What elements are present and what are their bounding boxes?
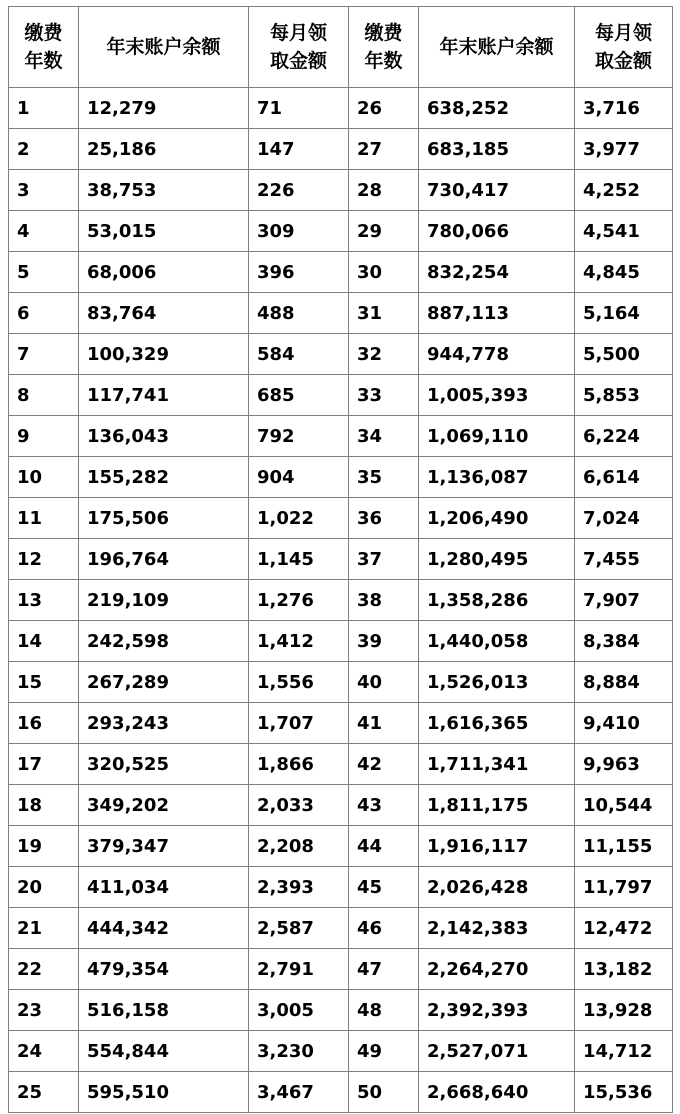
payment-years-cell: 5	[9, 252, 79, 293]
year-end-balance-cell: 83,764	[79, 293, 249, 334]
year-end-balance-cell: 1,005,393	[419, 375, 575, 416]
monthly-payout-cell: 792	[249, 416, 349, 457]
year-end-balance-cell: 267,289	[79, 662, 249, 703]
table-row	[9, 990, 673, 1031]
monthly-payout-cell: 5,164	[575, 293, 673, 334]
table-row	[9, 252, 673, 293]
payment-years-cell: 45	[349, 867, 419, 908]
table-row	[9, 129, 673, 170]
header-text-line: 每月领	[269, 22, 327, 44]
table-row	[9, 826, 673, 867]
header-text-line: 年数	[24, 50, 63, 72]
monthly-payout-cell: 8,884	[575, 662, 673, 703]
header-year-end-balance-1	[79, 7, 249, 88]
monthly-payout-cell: 1,866	[249, 744, 349, 785]
table-row	[9, 867, 673, 908]
pension-table	[8, 6, 673, 1113]
payment-years-cell: 12	[9, 539, 79, 580]
table-row	[9, 539, 673, 580]
payment-years-cell: 28	[349, 170, 419, 211]
payment-years-cell: 13	[9, 580, 79, 621]
table-row	[9, 498, 673, 539]
payment-years-cell: 38	[349, 580, 419, 621]
year-end-balance-cell: 379,347	[79, 826, 249, 867]
monthly-payout-cell: 7,907	[575, 580, 673, 621]
payment-years-cell: 11	[9, 498, 79, 539]
payment-years-cell: 16	[9, 703, 79, 744]
header-text-line: 缴费	[364, 22, 403, 44]
payment-years-cell: 30	[349, 252, 419, 293]
year-end-balance-cell: 100,329	[79, 334, 249, 375]
monthly-payout-cell: 3,230	[249, 1031, 349, 1072]
year-end-balance-cell: 730,417	[419, 170, 575, 211]
year-end-balance-cell: 554,844	[79, 1031, 249, 1072]
monthly-payout-cell: 6,224	[575, 416, 673, 457]
payment-years-cell: 47	[349, 949, 419, 990]
monthly-payout-cell: 4,541	[575, 211, 673, 252]
year-end-balance-cell: 887,113	[419, 293, 575, 334]
payment-years-cell: 35	[349, 457, 419, 498]
monthly-payout-cell: 11,155	[575, 826, 673, 867]
payment-years-cell: 21	[9, 908, 79, 949]
monthly-payout-cell: 7,024	[575, 498, 673, 539]
payment-years-cell: 8	[9, 375, 79, 416]
payment-years-cell: 20	[9, 867, 79, 908]
table-row	[9, 908, 673, 949]
year-end-balance-cell: 1,136,087	[419, 457, 575, 498]
payment-years-cell: 44	[349, 826, 419, 867]
year-end-balance-cell: 638,252	[419, 88, 575, 129]
year-end-balance-cell: 117,741	[79, 375, 249, 416]
monthly-payout-cell: 14,712	[575, 1031, 673, 1072]
monthly-payout-cell: 3,005	[249, 990, 349, 1031]
payment-years-cell: 17	[9, 744, 79, 785]
year-end-balance-cell: 293,243	[79, 703, 249, 744]
monthly-payout-cell: 1,022	[249, 498, 349, 539]
year-end-balance-cell: 479,354	[79, 949, 249, 990]
year-end-balance-cell: 1,206,490	[419, 498, 575, 539]
payment-years-cell: 10	[9, 457, 79, 498]
monthly-payout-cell: 2,208	[249, 826, 349, 867]
monthly-payout-cell: 9,410	[575, 703, 673, 744]
monthly-payout-cell: 9,963	[575, 744, 673, 785]
monthly-payout-cell: 147	[249, 129, 349, 170]
monthly-payout-cell: 5,853	[575, 375, 673, 416]
year-end-balance-cell: 196,764	[79, 539, 249, 580]
payment-years-cell: 36	[349, 498, 419, 539]
payment-years-cell: 2	[9, 129, 79, 170]
payment-years-cell: 50	[349, 1072, 419, 1113]
year-end-balance-cell: 2,142,383	[419, 908, 575, 949]
monthly-payout-cell: 2,587	[249, 908, 349, 949]
year-end-balance-cell: 1,711,341	[419, 744, 575, 785]
payment-years-cell: 48	[349, 990, 419, 1031]
year-end-balance-cell: 683,185	[419, 129, 575, 170]
table-row	[9, 580, 673, 621]
table-row	[9, 785, 673, 826]
year-end-balance-cell: 944,778	[419, 334, 575, 375]
year-end-balance-cell: 780,066	[419, 211, 575, 252]
year-end-balance-cell: 1,440,058	[419, 621, 575, 662]
payment-years-cell: 34	[349, 416, 419, 457]
payment-years-cell: 32	[349, 334, 419, 375]
monthly-payout-cell: 12,472	[575, 908, 673, 949]
monthly-payout-cell: 1,707	[249, 703, 349, 744]
year-end-balance-cell: 411,034	[79, 867, 249, 908]
payment-years-cell: 26	[349, 88, 419, 129]
payment-years-cell: 15	[9, 662, 79, 703]
table-row	[9, 457, 673, 498]
table-header-row	[9, 7, 673, 88]
year-end-balance-cell: 1,811,175	[419, 785, 575, 826]
payment-years-cell: 41	[349, 703, 419, 744]
year-end-balance-cell: 516,158	[79, 990, 249, 1031]
header-payment-years-1	[9, 7, 79, 88]
monthly-payout-cell: 7,455	[575, 539, 673, 580]
payment-years-cell: 7	[9, 334, 79, 375]
table-row	[9, 211, 673, 252]
payment-years-cell: 39	[349, 621, 419, 662]
monthly-payout-cell: 13,928	[575, 990, 673, 1031]
pension-table-container	[8, 6, 673, 1113]
monthly-payout-cell: 1,412	[249, 621, 349, 662]
monthly-payout-cell: 2,033	[249, 785, 349, 826]
header-text-line: 年数	[364, 50, 403, 72]
payment-years-cell: 43	[349, 785, 419, 826]
payment-years-cell: 42	[349, 744, 419, 785]
header-text-line: 取金额	[269, 50, 327, 72]
year-end-balance-cell: 68,006	[79, 252, 249, 293]
payment-years-cell: 33	[349, 375, 419, 416]
year-end-balance-cell: 1,616,365	[419, 703, 575, 744]
payment-years-cell: 9	[9, 416, 79, 457]
year-end-balance-cell: 320,525	[79, 744, 249, 785]
table-row	[9, 170, 673, 211]
monthly-payout-cell: 309	[249, 211, 349, 252]
year-end-balance-cell: 832,254	[419, 252, 575, 293]
payment-years-cell: 27	[349, 129, 419, 170]
payment-years-cell: 24	[9, 1031, 79, 1072]
table-row	[9, 662, 673, 703]
year-end-balance-cell: 136,043	[79, 416, 249, 457]
payment-years-cell: 3	[9, 170, 79, 211]
year-end-balance-cell: 1,358,286	[419, 580, 575, 621]
monthly-payout-cell: 3,467	[249, 1072, 349, 1113]
monthly-payout-cell: 4,845	[575, 252, 673, 293]
table-row	[9, 293, 673, 334]
payment-years-cell: 4	[9, 211, 79, 252]
table-row	[9, 334, 673, 375]
year-end-balance-cell: 175,506	[79, 498, 249, 539]
table-row	[9, 375, 673, 416]
year-end-balance-cell: 2,668,640	[419, 1072, 575, 1113]
year-end-balance-cell: 38,753	[79, 170, 249, 211]
monthly-payout-cell: 226	[249, 170, 349, 211]
monthly-payout-cell: 11,797	[575, 867, 673, 908]
header-text-line: 年末账户余额	[106, 36, 221, 58]
table-row	[9, 88, 673, 129]
payment-years-cell: 14	[9, 621, 79, 662]
payment-years-cell: 25	[9, 1072, 79, 1113]
monthly-payout-cell: 4,252	[575, 170, 673, 211]
monthly-payout-cell: 685	[249, 375, 349, 416]
year-end-balance-cell: 2,527,071	[419, 1031, 575, 1072]
payment-years-cell: 31	[349, 293, 419, 334]
monthly-payout-cell: 2,791	[249, 949, 349, 990]
monthly-payout-cell: 13,182	[575, 949, 673, 990]
monthly-payout-cell: 396	[249, 252, 349, 293]
table-body	[9, 88, 673, 1113]
monthly-payout-cell: 71	[249, 88, 349, 129]
year-end-balance-cell: 53,015	[79, 211, 249, 252]
year-end-balance-cell: 2,264,270	[419, 949, 575, 990]
year-end-balance-cell: 1,280,495	[419, 539, 575, 580]
payment-years-cell: 37	[349, 539, 419, 580]
monthly-payout-cell: 904	[249, 457, 349, 498]
header-text-line: 每月领	[594, 22, 652, 44]
monthly-payout-cell: 6,614	[575, 457, 673, 498]
payment-years-cell: 19	[9, 826, 79, 867]
table-row	[9, 621, 673, 662]
header-year-end-balance-2	[419, 7, 575, 88]
table-row	[9, 1031, 673, 1072]
monthly-payout-cell: 488	[249, 293, 349, 334]
payment-years-cell: 22	[9, 949, 79, 990]
year-end-balance-cell: 595,510	[79, 1072, 249, 1113]
header-payment-years-2	[349, 7, 419, 88]
year-end-balance-cell: 242,598	[79, 621, 249, 662]
payment-years-cell: 40	[349, 662, 419, 703]
table-row	[9, 744, 673, 785]
header-text-line: 取金额	[594, 50, 652, 72]
year-end-balance-cell: 2,392,393	[419, 990, 575, 1031]
payment-years-cell: 6	[9, 293, 79, 334]
payment-years-cell: 46	[349, 908, 419, 949]
table-row	[9, 949, 673, 990]
payment-years-cell: 1	[9, 88, 79, 129]
monthly-payout-cell: 3,977	[575, 129, 673, 170]
year-end-balance-cell: 1,916,117	[419, 826, 575, 867]
payment-years-cell: 18	[9, 785, 79, 826]
monthly-payout-cell: 1,145	[249, 539, 349, 580]
table-row	[9, 416, 673, 457]
year-end-balance-cell: 1,069,110	[419, 416, 575, 457]
monthly-payout-cell: 1,556	[249, 662, 349, 703]
table-row	[9, 1072, 673, 1113]
monthly-payout-cell: 3,716	[575, 88, 673, 129]
monthly-payout-cell: 1,276	[249, 580, 349, 621]
header-text-line: 年末账户余额	[439, 36, 554, 58]
payment-years-cell: 29	[349, 211, 419, 252]
year-end-balance-cell: 444,342	[79, 908, 249, 949]
year-end-balance-cell: 155,282	[79, 457, 249, 498]
header-text-line: 缴费	[24, 22, 63, 44]
payment-years-cell: 49	[349, 1031, 419, 1072]
year-end-balance-cell: 2,026,428	[419, 867, 575, 908]
table-row	[9, 703, 673, 744]
year-end-balance-cell: 219,109	[79, 580, 249, 621]
year-end-balance-cell: 25,186	[79, 129, 249, 170]
monthly-payout-cell: 8,384	[575, 621, 673, 662]
payment-years-cell: 23	[9, 990, 79, 1031]
year-end-balance-cell: 12,279	[79, 88, 249, 129]
year-end-balance-cell: 349,202	[79, 785, 249, 826]
monthly-payout-cell: 15,536	[575, 1072, 673, 1113]
monthly-payout-cell: 2,393	[249, 867, 349, 908]
header-monthly-payout-2	[575, 7, 673, 88]
monthly-payout-cell: 584	[249, 334, 349, 375]
monthly-payout-cell: 10,544	[575, 785, 673, 826]
year-end-balance-cell: 1,526,013	[419, 662, 575, 703]
monthly-payout-cell: 5,500	[575, 334, 673, 375]
header-monthly-payout-1	[249, 7, 349, 88]
